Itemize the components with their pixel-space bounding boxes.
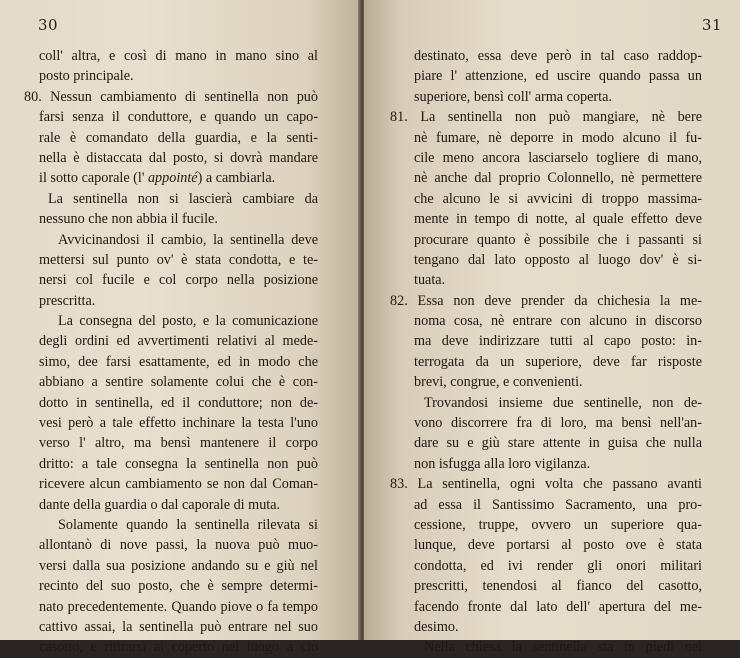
text-line: ma deve indirizzare tutti al capo posto: in- [414, 333, 702, 350]
text-line: simo, dee farsi esattamente, ed in modo che [39, 353, 318, 370]
text-line: recinto del suo posto, che è sempre determi- [39, 578, 318, 595]
text-line: 81. La sentinella non può mangiare, nè bere [390, 109, 702, 126]
text-line: prescritta. [39, 292, 96, 309]
text-line: piare l' attenzione, ed uscire quando passa un [414, 68, 702, 85]
text-line: Nella chiesa la sentinella sta in piedi nel [424, 639, 702, 656]
text-line: nella è distaccata dal posto, si dovrà mandare [39, 149, 318, 166]
text-line: ad essa il Santissimo Sacramento, una pro- [414, 496, 702, 513]
text-line: nersi col fucile e col corpo nella posizione [39, 272, 318, 289]
text-line: procurare quanto è possibile che i passanti si [414, 231, 702, 248]
text-line: desimo. [414, 618, 459, 635]
text-line: posto principale. [39, 68, 134, 85]
text-line: versi dalla sua posizione andando su e giù nel [39, 557, 318, 574]
text-line: facendo fronte dal lato dell' apertura del me- [414, 598, 702, 615]
text-line: coll' altra, e così di mano in mano sino al [39, 48, 318, 64]
text-line: nato precedentemente. Quando piove o fa tempo [39, 598, 318, 615]
text-line: Trovandosi insieme due sentinelle, non de- [424, 394, 702, 411]
text-line: il sotto caporale (l' appointé) a cambiarla. [39, 170, 276, 187]
left-page-text [24, 46, 318, 658]
text-line: 80. Nessun cambiamento di sentinella non può [24, 88, 318, 105]
text-line: nessuno che non abbia il fucile. [39, 211, 218, 228]
text-line: vesi però a tale effetto inchinare la testa l'uno [39, 415, 318, 432]
text-line: dante della guardia o dal caporale di muta. [39, 496, 281, 513]
text-line: La sentinella non si lascierà cambiare da [48, 190, 318, 207]
text-line: non isfugga alla loro vigilanza. [414, 455, 591, 472]
text-line: terrogata da un superiore, deve far risposte [414, 353, 702, 370]
text-line: lunque, deve portarsi al posto ove è stata [414, 537, 702, 554]
text-line: 83. La sentinella, ogni volta che passano avanti [390, 476, 702, 493]
text-line: degli ordini ed avvertimenti relativi al mede- [39, 333, 318, 350]
text-line: superiore, bensì coll' arma coperta. [414, 88, 612, 105]
text-line: cessione, truppe, ovvero un superiore qua- [414, 516, 702, 533]
text-line: mente in tempo di notte, al quale effetto deve [414, 211, 702, 228]
text-line: che alcuno le si avvicini di troppo massima- [414, 190, 702, 207]
text-line: cattivo assai, la sentinella può entrare nel suo [39, 618, 318, 635]
text-line: casotto, e ritirarsi al coperto nel luogo a ciò [39, 639, 318, 656]
text-line: brevi, congrue, e convenienti. [414, 374, 583, 391]
page-number: 31 [701, 16, 722, 34]
text-line: ricevere alcun cambiamento se non dal Coman- [39, 476, 318, 493]
text-line: Avvicinandosi il cambio, la sentinella deve [58, 231, 318, 248]
text-line: dare su e giù stare attente in guisa che nulla [414, 435, 702, 452]
page-number: 30 [38, 16, 59, 34]
text-line: 82. Essa non deve prender da chichesia la me- [390, 292, 702, 309]
text-line: abbiano a sentire solamente colui che è con- [39, 374, 318, 391]
text-line: Solamente quando la sentinella rilevata si [58, 516, 318, 533]
text-line: nè fumare, nè deporre in modo alcuno il fu- [414, 129, 702, 146]
left-page [0, 0, 360, 656]
right-page-text [390, 46, 702, 658]
right-page [364, 0, 740, 656]
text-line: rale è comandato della guardia, e la senti- [39, 129, 318, 146]
text-line: prescritti, tenendosi al fianco del casotto, [414, 578, 702, 595]
text-line: noma cosa, nè entrare con alcuno in discorso [414, 313, 702, 330]
text-line: tuata. [414, 272, 446, 289]
text-line: condotta, ed ivi render gli onori militari [414, 557, 702, 574]
text-line: allontanò di nove passi, la nuova può muo- [39, 537, 318, 554]
text-line: nè anche dal proprio Colonnello, nè permettere [414, 170, 702, 187]
text-line: verso l' altro, ma bensì mantenere il corpo [39, 435, 318, 452]
text-line: mettersi sul punto ov' è stata condotta, e te- [39, 251, 318, 268]
text-line: La consegna del posto, e la comunicazione [58, 313, 318, 330]
text-line: destinato, essa deve però in tal caso raddop- [414, 48, 702, 64]
text-line: vono discorrere fra di loro, ma bensì nell'an- [414, 415, 702, 432]
text-line: tengano dal lato opposto al luogo dov' è si- [414, 251, 702, 268]
text-line: farsi senza il conduttore, e quando un capo- [39, 109, 318, 126]
text-line: dritto: a tale consegna la sentinella non può [39, 455, 318, 472]
text-line: cile meno ancora lasciarselo togliere di mano, [414, 149, 702, 166]
text-line: dotto in sentinella, ed il conduttore; non de- [39, 394, 318, 411]
